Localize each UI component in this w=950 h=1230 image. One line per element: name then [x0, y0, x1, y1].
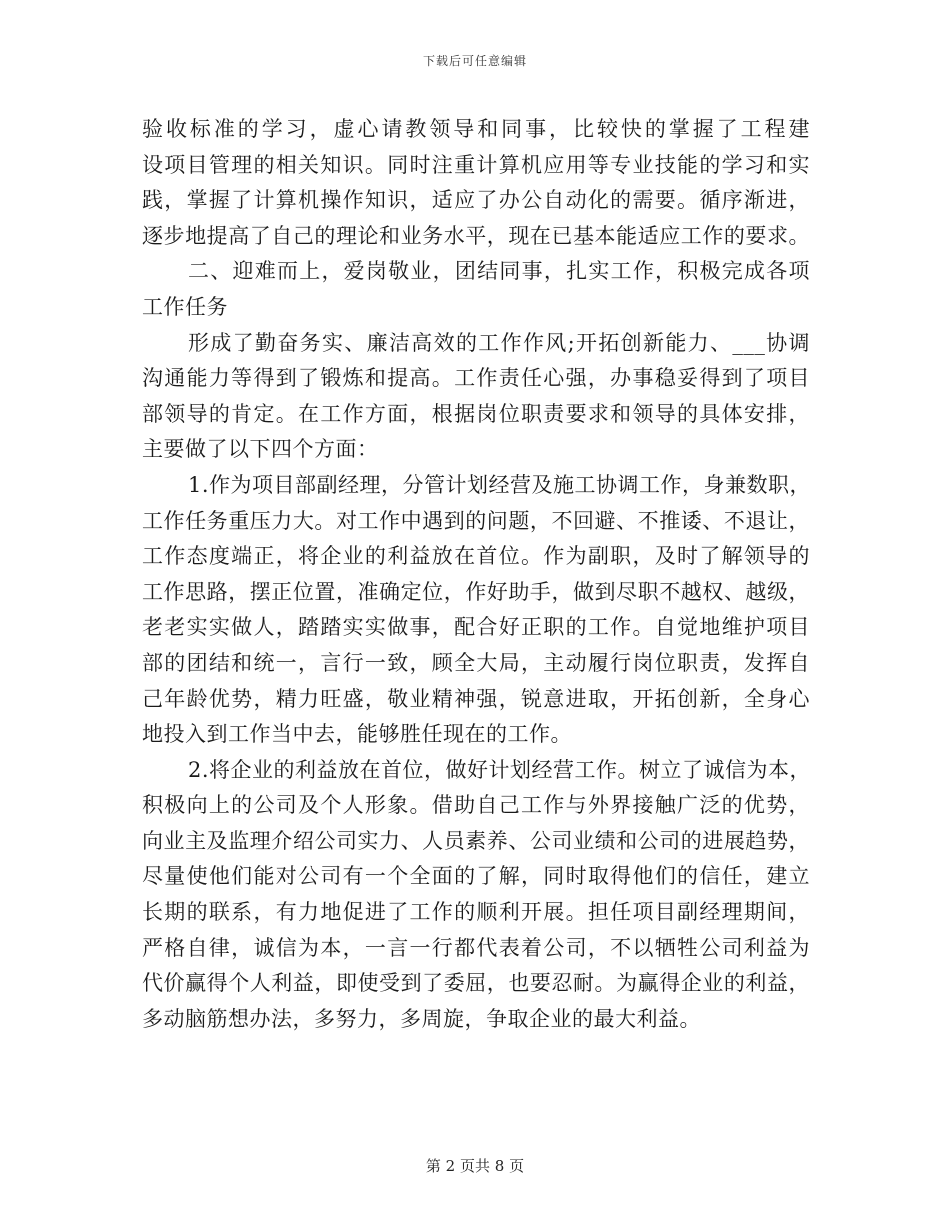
text-line: 地投入到工作当中去，能够胜任现在的工作。: [142, 722, 572, 747]
text-line: 工作任务重压力大。对工作中遇到的问题，不回避、不推诿、不退让，: [142, 508, 810, 533]
text-line: 部的团结和统一，言行一致，顾全大局，主动履行岗位职责，发挥自: [142, 650, 810, 675]
text-line: 逐步地提高了自己的理论和业务水平，现在已基本能适应工作的要求。: [142, 223, 810, 248]
text-line: 多动脑筋想办法，多努力，多周旋，争取企业的最大利益。: [142, 1006, 701, 1031]
text-line: 积极向上的公司及个人形象。借助自己工作与外界接触广泛的优势，: [142, 793, 810, 818]
text-line: 二、迎难而上，爱岗敬业，团结同事，扎实工作，积极完成各项: [188, 259, 810, 284]
page-number: 第 2 页共 8 页: [425, 1157, 525, 1175]
body-text: [142, 112, 810, 1037]
text-line: 向业主及监理介绍公司实力、人员素养、公司业绩和公司的进展趋势，: [142, 828, 810, 853]
page-header-note: 下载后可任意编辑: [422, 54, 527, 68]
text-line: 1.作为项目部副经理，分管计划经营及施工协调工作，身兼数职，: [188, 472, 812, 497]
text-line: 工作思路，摆正位置，准确定位，作好助手，做到尽职不越权、越级，: [142, 579, 810, 604]
text-line: 形成了勤奋务实、廉洁高效的工作作风;开拓创新能力、___协调: [188, 330, 810, 355]
text-line: 2.将企业的利益放在首位，做好计划经营工作。树立了诚信为本，: [188, 757, 812, 782]
text-line: 主要做了以下四个方面：: [142, 437, 379, 462]
paragraph: [142, 753, 810, 1038]
text-line: 长期的联系，有力地促进了工作的顺利开展。担任项目副经理期间，: [142, 900, 810, 925]
section-heading: [142, 254, 810, 325]
text-line: 沟通能力等得到了锻炼和提高。工作责任心强，办事稳妥得到了项目: [142, 366, 810, 391]
text-line: 老老实实做人，踏踏实实做事，配合好正职的工作。自觉地维护项目: [142, 615, 810, 640]
paragraph: [142, 326, 810, 468]
text-line: 践，掌握了计算机操作知识，适应了办公自动化的需要。循序渐进，: [142, 188, 810, 213]
text-line: 严格自律，诚信为本，一言一行都代表着公司，不以牺牲公司利益为: [142, 935, 810, 960]
text-line: 己年龄优势，精力旺盛，敬业精神强，锐意进取，开拓创新，全身心: [142, 686, 810, 711]
text-line: 工作态度端正，将企业的利益放在首位。作为副职，及时了解领导的: [142, 544, 810, 569]
text-line: 工作任务: [142, 294, 228, 319]
text-line: 尽量使他们能对公司有一个全面的了解，同时取得他们的信任，建立: [142, 864, 810, 889]
text-line: 设项目管理的相关知识。同时注重计算机应用等专业技能的学习和实: [142, 152, 810, 177]
text-line: 代价赢得个人利益，即使受到了委屈，也要忍耐。为赢得企业的利益，: [142, 971, 810, 996]
paragraph: [142, 468, 810, 753]
paragraph: [142, 112, 810, 254]
text-line: 验收标准的学习，虚心请教领导和同事，比较快的掌握了工程建: [142, 117, 810, 141]
text-line: 部领导的肯定。在工作方面，根据岗位职责要求和领导的具体安排，: [142, 401, 810, 426]
